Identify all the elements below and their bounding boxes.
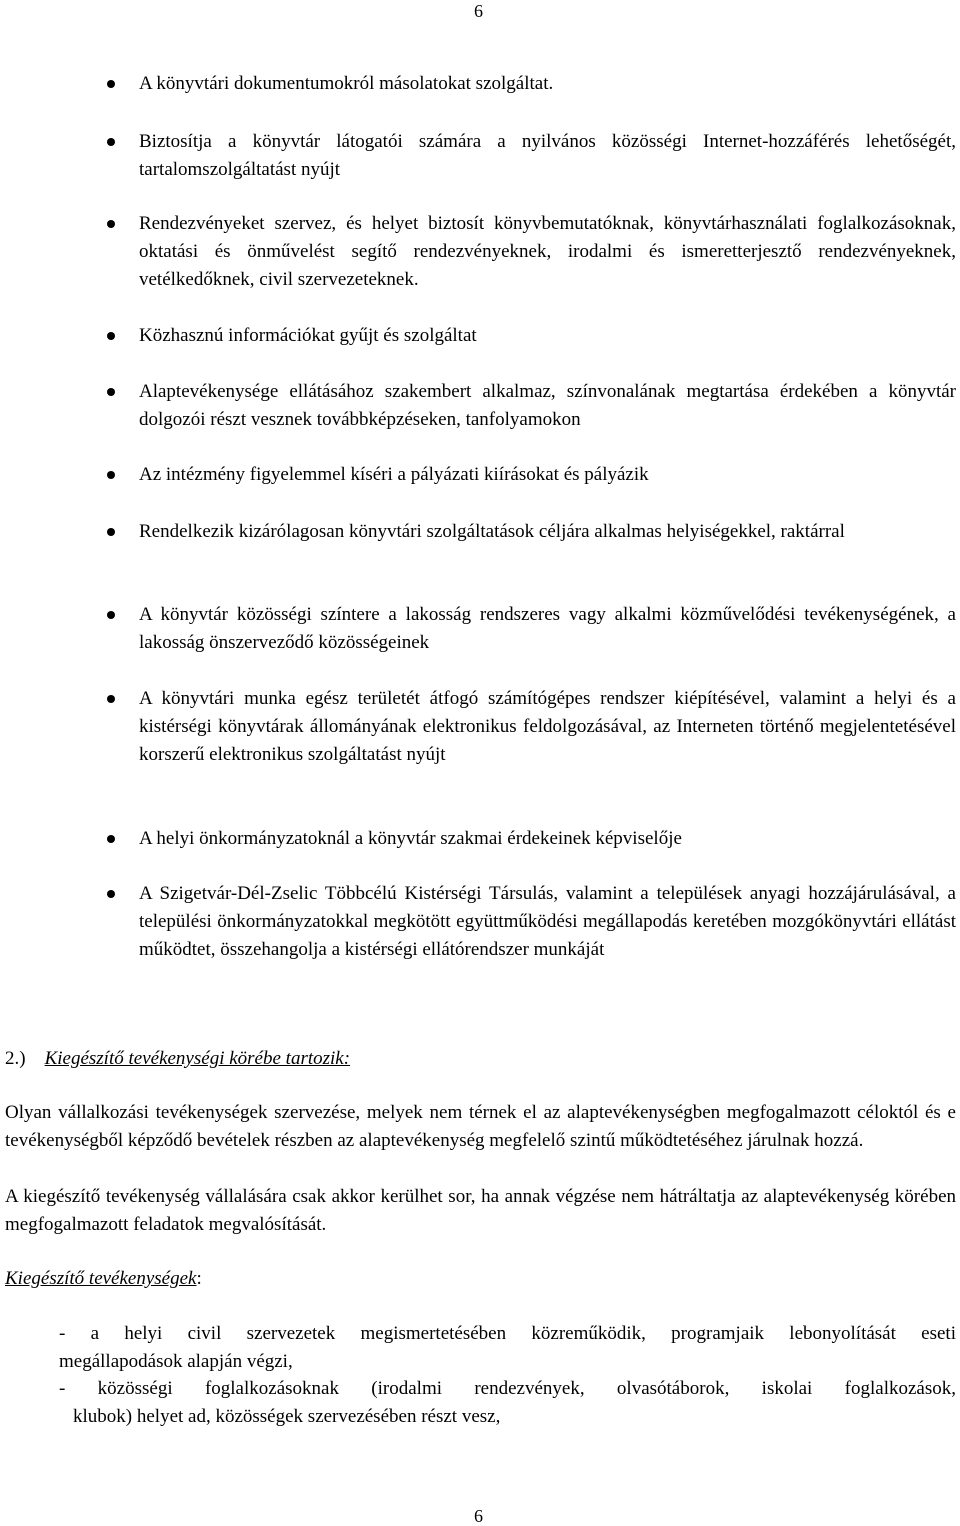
page-number-top: 6 [474,1,483,21]
list-item-text: Az intézmény figyelemmel kíséri a pályázati kiírásokat és pályázik [139,464,649,485]
subheading-text: Kiegészítő tevékenységek [5,1268,197,1289]
dash-item-continuation: megállapodások alapján végzi, [59,1351,293,1372]
page-number-bottom: 6 [474,1506,483,1526]
dash-item-line: - a helyi civil szervezetek megismertetésében közreműködik, programjaik lebonyolítását eseti [59,1323,956,1344]
subheading-colon: : [196,1268,202,1289]
bullet-icon [107,835,115,843]
dash-item-continuation: klubok) helyet ad, közösségek szervezésében részt vesz, [73,1406,501,1427]
bullet-icon [107,611,115,619]
list-item-text: A könyvtár közösségi színtere a lakosság rendszeres vagy alkalmi közművelődési tevékenységének, a lakosság önszerveződő közösségeinek [139,604,956,653]
bullet-icon [107,80,115,88]
list-item-text: Rendelkezik kizárólagosan könyvtári szolgáltatások céljára alkalmas helyiségekkel, raktárral [139,521,845,542]
bullet-icon [107,471,115,479]
list-item-text: Rendezvényeket szervez, és helyet biztosít könyvbemutatóknak, könyvtárhasználati foglalkozásoknak, oktatási és önművelést segítő rendezvényeknek, irodalmi és ismeretterjesztő rendezvényeknek, vetélkedőknek, civil szervezeteknek. [139,213,956,290]
dash-item-line: - közösségi foglalkozásoknak (irodalmi rendezvények, olvasótáborok, iskolai foglalkozások, [59,1378,956,1399]
subheading [5,1265,202,1293]
list-item-text: Biztosítja a könyvtár látogatói számára a nyilvános közösségi Internet-hozzáférés lehetőségét, tartalomszolgáltatást nyújt [139,131,956,180]
list-item-text: A Szigetvár-Dél-Zselic Többcélú Kistérségi Társulás, valamint a települések anyagi hozzájárulásával, a települési önkormányzatokkal megkötött együttműködési megállapodás keretében mozgókönyvtári ellátást működtet, összehangolja a kistérségi ellátórendszer munkáját [139,883,956,960]
bullet-icon [107,890,115,898]
paragraph: Olyan vállalkozási tevékenységek szervezése, melyek nem térnek el az alaptevékenységben megfogalmazott céloktól és e tevékenységből képződő bevételek részben az alaptevékenység megfelelő szintű működtetéséhez járulnak hozzá. [5,1102,956,1151]
bullet-icon [107,528,115,536]
bullet-icon [107,695,115,703]
list-item-text: A könyvtári munka egész területét átfogó számítógépes rendszer kiépítésével, valamint a helyi és a kistérségi könyvtárak állományának elektronikus feldolgozásával, az Interneten történő megjelentetésével korszerű elektronikus szolgáltatást nyújt [139,688,956,765]
bullet-icon [107,220,115,228]
dash-list-item [59,1375,956,1431]
list-item-text: A helyi önkormányzatoknál a könyvtár szakmai érdekeinek képviselője [139,828,682,849]
bullet-icon [107,388,115,396]
paragraph: A kiegészítő tevékenység vállalására csak akkor kerülhet sor, ha annak végzése nem hátráltatja az alaptevékenység körében megfogalmazott feladatok megvalósítását. [5,1186,956,1235]
list-item-text: A könyvtári dokumentumokról másolatokat szolgáltat. [139,73,554,94]
dash-list-item [59,1320,956,1376]
bullet-icon [107,332,115,340]
section-title: Kiegészítő tevékenységi körébe tartozik: [44,1048,351,1069]
list-item-text: Közhasznú információkat gyűjt és szolgáltat [139,325,477,346]
section-heading [5,1045,350,1073]
bullet-icon [107,138,115,146]
section-number: 2.) [5,1048,26,1069]
list-item-text: Alaptevékenysége ellátásához szakembert alkalmaz, színvonalának megtartása érdekében a könyvtár dolgozói részt vesznek továbbképzéseken, tanfolyamokon [139,381,956,430]
